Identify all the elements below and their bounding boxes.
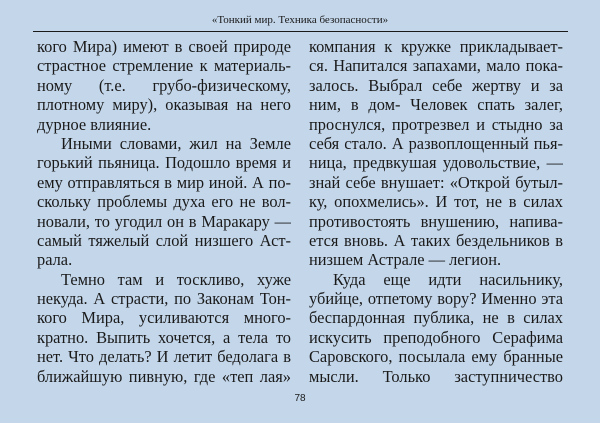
text-line: ся. Напитался запахами, мало пока- <box>309 56 563 76</box>
text-line: самый тяжелый слой низшего Аст- <box>37 230 291 250</box>
text-line: Иными словами, жил на Земле <box>61 133 291 153</box>
text-line: плотному миру), оказывая на него <box>37 95 291 115</box>
text-line: мысли. Только заступничество <box>309 366 563 386</box>
text-line: ному (т.е. грубо-физическому, <box>37 75 291 95</box>
text-line: Саровского, посылала ему бранные <box>309 347 563 367</box>
text-line: убийце, отпетому вору? Именно эта <box>309 289 563 309</box>
text-line: рала. <box>37 250 73 270</box>
text-line: компания к кружке прикладывает- <box>309 37 563 56</box>
text-line: ним, в дом- Человек спать залег, <box>309 95 563 115</box>
text-line: знай себе внушает: «Открой бутыл- <box>309 172 563 192</box>
text-line: некуда. А страсти, по Законам Тон- <box>37 289 291 309</box>
text-line: Куда еще идти насильнику, <box>333 269 563 289</box>
text-line: ближайшую пивную, где «теп лая» <box>37 366 291 386</box>
text-line: скольку проблемы духа его не вол- <box>37 192 291 212</box>
text-line: горький пьяница. Подошло время и <box>37 153 291 173</box>
running-header: «Тонкий мир. Техника безопасности» <box>211 14 389 26</box>
left-text-column <box>37 37 291 386</box>
text-line: ку, опохмелись». И тот, не в силах <box>309 192 563 212</box>
text-line: ему отправляться в мир иной. А по- <box>37 172 291 192</box>
text-line: дурное влияние. <box>37 114 152 134</box>
text-line: противостоять внушению, напива- <box>309 211 563 231</box>
text-line: Темно там и тоскливо, хуже <box>61 269 291 289</box>
text-line: проснулся, протрезвел и стыдно за <box>309 114 563 134</box>
text-line: новали, то угодил он в Маракару — <box>37 211 291 231</box>
text-line: страстное стремление к материаль- <box>37 56 291 76</box>
header-divider <box>33 31 568 32</box>
text-line: себя стало. А развоплощенный пья- <box>309 133 563 153</box>
text-line: искусить преподобного Серафима <box>309 327 563 347</box>
text-line: ется вновь. А таких бездельников в <box>309 230 563 250</box>
page-number: 78 <box>294 393 306 404</box>
text-line: кого Мира, усиливаются много- <box>37 308 291 328</box>
text-line: залось. Выбрал себе жертву и за <box>309 75 563 95</box>
text-line: ница, предвкушая удовольствие, — <box>309 153 563 173</box>
text-line: нет. Что делать? И летит бедолага в <box>37 347 291 367</box>
text-line: низшем Астрале — легион. <box>309 250 502 270</box>
right-text-column <box>309 37 563 386</box>
text-line: кратно. Выпить хочется, а тела то <box>37 327 291 347</box>
text-line: беспардонная публика, не в силах <box>309 308 563 328</box>
text-line: кого Мира) имеют в своей природе <box>37 37 291 56</box>
